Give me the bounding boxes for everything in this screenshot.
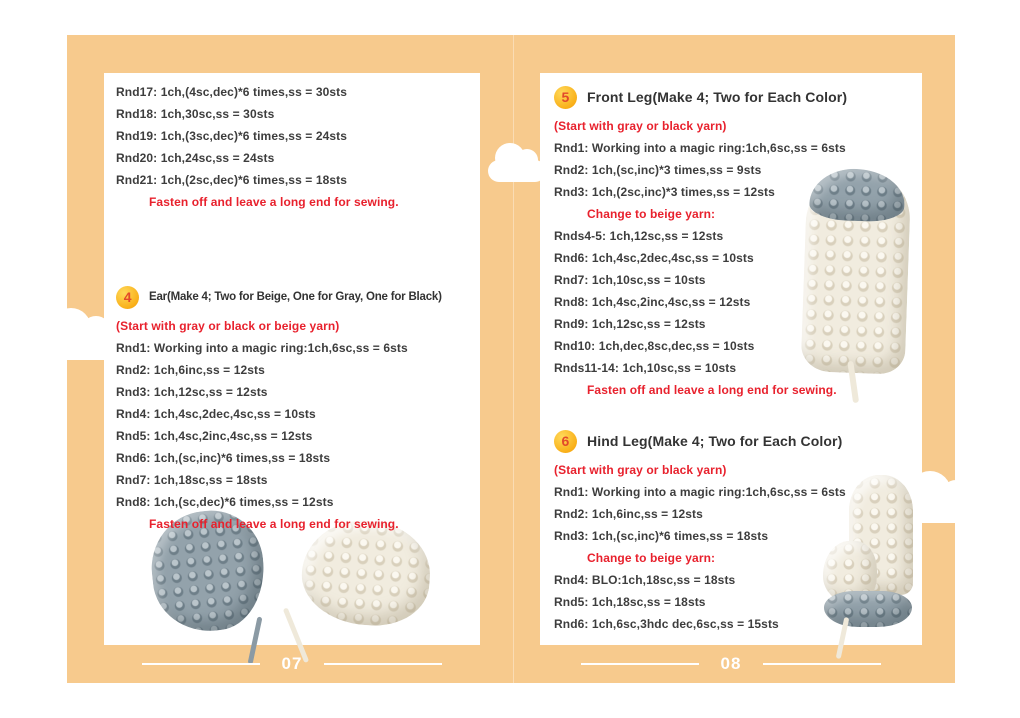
pattern-line: Rnd9: 1ch,12sc,ss = 12sts (554, 317, 706, 331)
note-line: Fasten off and leave a long end for sewing. (149, 195, 399, 209)
section-heading (554, 81, 922, 113)
pattern-line: Rnd20: 1ch,24sc,ss = 24sts (116, 151, 275, 165)
page-07-content (104, 73, 480, 535)
section-heading (554, 425, 922, 457)
section-number-badge: 5 (554, 86, 577, 109)
page-07 (104, 73, 480, 645)
footer-rule (142, 663, 260, 665)
note-line: Fasten off and leave a long end for sewing. (587, 383, 837, 397)
footer-rule (763, 663, 881, 665)
pattern-line: Rnd6: 1ch,4sc,2dec,4sc,ss = 10sts (554, 251, 754, 265)
section-title: Ear(Make 4; Two for Beige, One for Gray, One for Black) (149, 291, 442, 303)
pattern-line: Rnd3: 1ch,(2sc,inc)*3 times,ss = 12sts (554, 185, 775, 199)
pattern-line: Rnd5: 1ch,18sc,ss = 18sts (554, 595, 706, 609)
pattern-line: Rnd4: 1ch,4sc,2dec,4sc,ss = 10sts (116, 407, 316, 421)
pattern-line: Rnd3: 1ch,12sc,ss = 12sts (116, 385, 268, 399)
footer-rule (581, 663, 699, 665)
note-line: (Start with gray or black yarn) (554, 119, 727, 133)
section-title: Front Leg(Make 4; Two for Each Color) (587, 89, 848, 105)
pattern-line: Rnd7: 1ch,10sc,ss = 10sts (554, 273, 706, 287)
pattern-line: Rnd2: 1ch,6inc,ss = 12sts (554, 507, 703, 521)
pattern-line: Rnd1: Working into a magic ring:1ch,6sc,ss = 6sts (554, 141, 846, 155)
page-08-content (540, 73, 922, 635)
pattern-line: Rnd18: 1ch,30sc,ss = 30sts (116, 107, 275, 121)
footer-right (561, 652, 901, 676)
section-heading (116, 281, 480, 313)
pattern-line: Rnd19: 1ch,(3sc,dec)*6 times,ss = 24sts (116, 129, 348, 143)
section-number-badge: 4 (116, 286, 139, 309)
section-number-badge: 6 (554, 430, 577, 453)
page-number: 07 (281, 654, 303, 673)
footer-left (122, 652, 462, 676)
note-line: Change to beige yarn: (587, 207, 716, 221)
page-number: 08 (720, 654, 742, 673)
pattern-line: Rnd1: Working into a magic ring:1ch,6sc,ss = 6sts (554, 485, 846, 499)
cloud-icon (488, 160, 546, 182)
pattern-line: Rnds4-5: 1ch,12sc,ss = 12sts (554, 229, 724, 243)
pattern-line: Rnd8: 1ch,(sc,dec)*6 times,ss = 12sts (116, 495, 334, 509)
pattern-line: Rnd17: 1ch,(4sc,dec)*6 times,ss = 30sts (116, 85, 348, 99)
pattern-line: Rnd10: 1ch,dec,8sc,dec,ss = 10sts (554, 339, 755, 353)
note-line: (Start with gray or black or beige yarn) (116, 319, 340, 333)
pattern-line: Rnd8: 1ch,4sc,2inc,4sc,ss = 12sts (554, 295, 751, 309)
spacer (116, 213, 480, 257)
pattern-line: Rnd4: BLO:1ch,18sc,ss = 18sts (554, 573, 736, 587)
pattern-line: Rnd6: 1ch,(sc,inc)*6 times,ss = 18sts (116, 451, 331, 465)
pattern-line: Rnd21: 1ch,(2sc,dec)*6 times,ss = 18sts (116, 173, 348, 187)
pattern-line: Rnds11-14: 1ch,10sc,ss = 10sts (554, 361, 737, 375)
section-title: Hind Leg(Make 4; Two for Each Color) (587, 433, 843, 449)
pattern-line: Rnd2: 1ch,(sc,inc)*3 times,ss = 9sts (554, 163, 762, 177)
pattern-line: Rnd6: 1ch,6sc,3hdc dec,6sc,ss = 15sts (554, 617, 779, 631)
note-line: Fasten off and leave a long end for sewing. (149, 517, 399, 531)
center-crease (513, 35, 514, 683)
page-08 (540, 73, 922, 645)
pattern-line: Rnd7: 1ch,18sc,ss = 18sts (116, 473, 268, 487)
note-line: (Start with gray or black yarn) (554, 463, 727, 477)
pattern-line: Rnd2: 1ch,6inc,ss = 12sts (116, 363, 265, 377)
footer-rule (324, 663, 442, 665)
pattern-line: Rnd1: Working into a magic ring:1ch,6sc,ss = 6sts (116, 341, 408, 355)
orange-spread-background (67, 35, 955, 683)
note-line: Change to beige yarn: (587, 551, 716, 565)
pattern-line: Rnd5: 1ch,4sc,2inc,4sc,ss = 12sts (116, 429, 313, 443)
pattern-line: Rnd3: 1ch,(sc,inc)*6 times,ss = 18sts (554, 529, 769, 543)
